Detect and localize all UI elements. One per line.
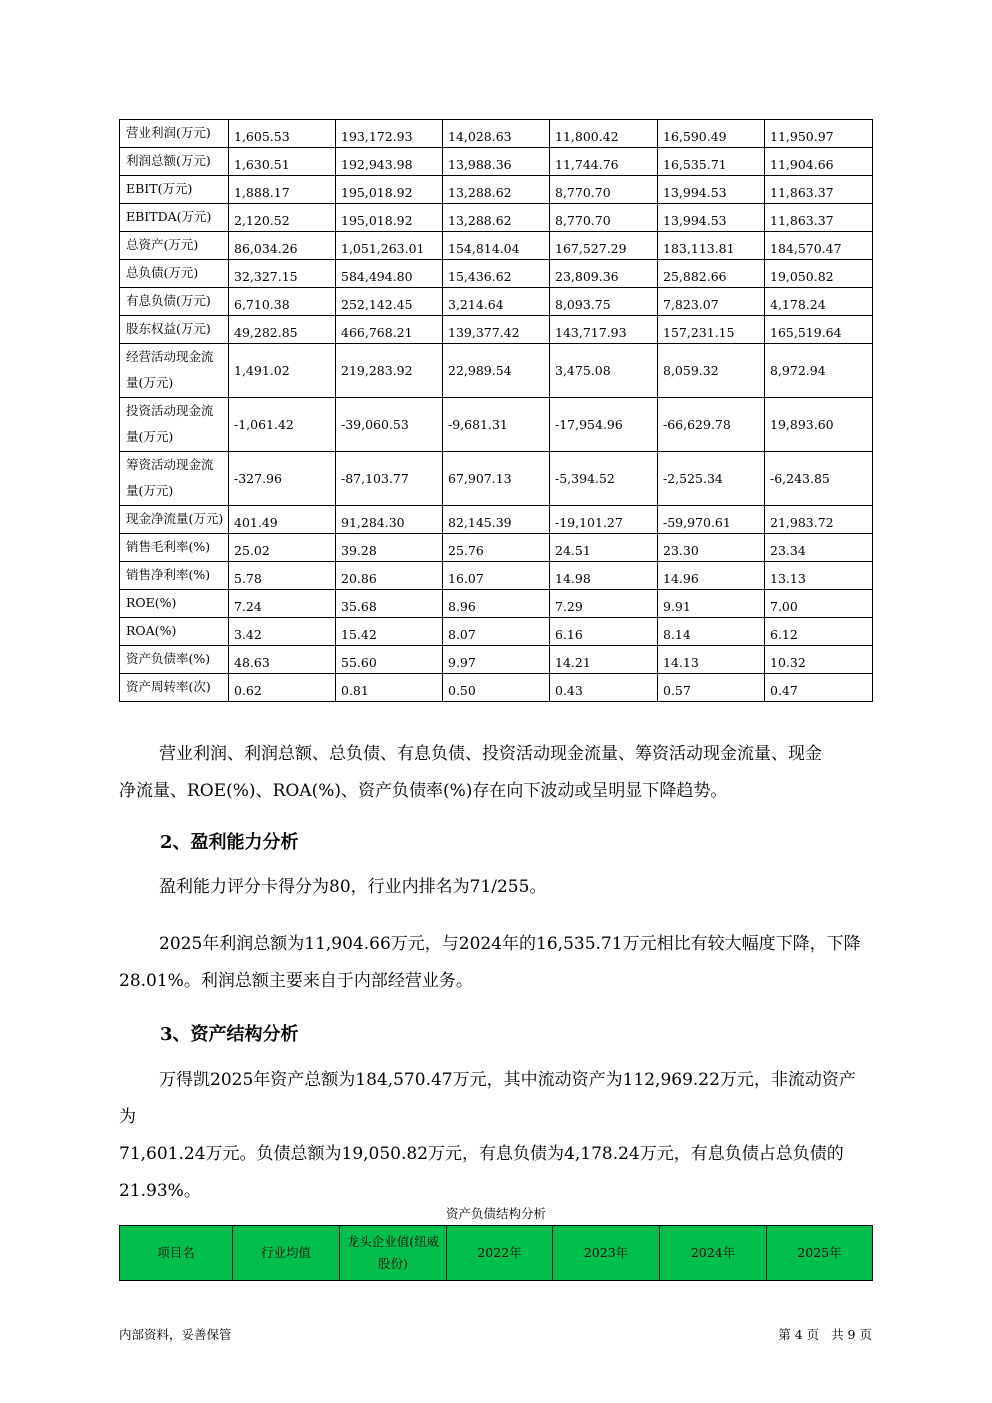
row-label bbox=[120, 452, 229, 506]
row-label: 有息负债(万元) bbox=[120, 288, 229, 316]
table-cell: 20.86 bbox=[336, 562, 443, 590]
row-label-line-2: 量(万元) bbox=[126, 483, 174, 498]
table-cell: -19,101.27 bbox=[550, 506, 658, 534]
table-cell: 67,907.13 bbox=[443, 452, 550, 506]
table-cell: 165,519.64 bbox=[765, 316, 873, 344]
row-label: 销售毛利率(%) bbox=[120, 534, 229, 562]
table-cell: 9.91 bbox=[658, 590, 765, 618]
row-label-line-2: 量(万元) bbox=[126, 375, 174, 390]
header-leader-line-2: 股份) bbox=[378, 1256, 408, 1271]
table-row bbox=[120, 316, 873, 344]
table-cell: 14.98 bbox=[550, 562, 658, 590]
asset-structure-paragraph bbox=[119, 1062, 872, 1210]
table-cell: 23.34 bbox=[765, 534, 873, 562]
table-cell: 24.51 bbox=[550, 534, 658, 562]
profit-total-paragraph bbox=[119, 926, 872, 1000]
header-year-2023: 2023年 bbox=[553, 1226, 660, 1281]
table-cell: 14.21 bbox=[550, 646, 658, 674]
financial-indicators-table bbox=[119, 119, 873, 702]
row-label: 现金净流量(万元) bbox=[120, 506, 229, 534]
trend-line-2: 净流量、ROE(%)、ROA(%)、资产负债率(%)存在向下波动或呈明显下降趋势。 bbox=[119, 781, 728, 801]
table-cell: 193,172.93 bbox=[336, 120, 443, 148]
table-cell: 3.42 bbox=[229, 618, 336, 646]
table-cell: 1,051,263.01 bbox=[336, 232, 443, 260]
header-year-2022: 2022年 bbox=[447, 1226, 553, 1281]
table-cell: 16.07 bbox=[443, 562, 550, 590]
table-cell: 8,093.75 bbox=[550, 288, 658, 316]
profitability-score-line: 盈利能力评分卡得分为80，行业内排名为71/255。 bbox=[159, 877, 547, 897]
footer-page-number: 第 4 页 共 9 页 bbox=[778, 1327, 872, 1342]
row-label bbox=[120, 398, 229, 452]
table-cell: 0.57 bbox=[658, 674, 765, 702]
table-row bbox=[120, 120, 873, 148]
table-cell: 14,028.63 bbox=[443, 120, 550, 148]
table-row bbox=[120, 590, 873, 618]
table-cell: 11,744.76 bbox=[550, 148, 658, 176]
row-label: 总资产(万元) bbox=[120, 232, 229, 260]
table-cell: 157,231.15 bbox=[658, 316, 765, 344]
row-label: EBITDA(万元) bbox=[120, 204, 229, 232]
section-2-heading: 2、盈利能力分析 bbox=[160, 832, 299, 853]
row-label: 销售净利率(%) bbox=[120, 562, 229, 590]
table-cell: 11,800.42 bbox=[550, 120, 658, 148]
row-label-line-1: 投资活动现金流 bbox=[126, 403, 214, 418]
table-cell: 6.12 bbox=[765, 618, 873, 646]
table-cell: 195,018.92 bbox=[336, 204, 443, 232]
table-row bbox=[120, 260, 873, 288]
row-label: 资产负债率(%) bbox=[120, 646, 229, 674]
table-cell: 167,527.29 bbox=[550, 232, 658, 260]
table-cell: 7.24 bbox=[229, 590, 336, 618]
table-cell: 192,943.98 bbox=[336, 148, 443, 176]
table-cell: 11,863.37 bbox=[765, 176, 873, 204]
table-cell: 8,059.32 bbox=[658, 344, 765, 398]
table-row bbox=[120, 176, 873, 204]
table-row bbox=[120, 232, 873, 260]
table-cell: 14.96 bbox=[658, 562, 765, 590]
table-cell: 10.32 bbox=[765, 646, 873, 674]
table-header-row bbox=[120, 1226, 873, 1281]
table-cell: 5.78 bbox=[229, 562, 336, 590]
table-cell: 195,018.92 bbox=[336, 176, 443, 204]
table-cell: 48.63 bbox=[229, 646, 336, 674]
table-row bbox=[120, 534, 873, 562]
trend-line-1: 营业利润、利润总额、总负债、有息负债、投资活动现金流量、筹资活动现金流量、现金 bbox=[159, 744, 822, 764]
table-cell: 1,491.02 bbox=[229, 344, 336, 398]
table-row bbox=[120, 674, 873, 702]
table-cell: 6,710.38 bbox=[229, 288, 336, 316]
header-item-name: 项目名 bbox=[120, 1226, 233, 1281]
header-year-2024: 2024年 bbox=[660, 1226, 767, 1281]
row-label: ROE(%) bbox=[120, 590, 229, 618]
table-cell: 11,950.97 bbox=[765, 120, 873, 148]
table-cell: 0.62 bbox=[229, 674, 336, 702]
table-cell: 8,770.70 bbox=[550, 176, 658, 204]
table-cell: 15.42 bbox=[336, 618, 443, 646]
row-label: 营业利润(万元) bbox=[120, 120, 229, 148]
header-industry-avg: 行业均值 bbox=[233, 1226, 340, 1281]
table-row bbox=[120, 562, 873, 590]
table-cell: 8.14 bbox=[658, 618, 765, 646]
table-row bbox=[120, 398, 873, 452]
table-row bbox=[120, 506, 873, 534]
row-label: 利润总额(万元) bbox=[120, 148, 229, 176]
row-label: EBIT(万元) bbox=[120, 176, 229, 204]
table-cell: 8,972.94 bbox=[765, 344, 873, 398]
table-cell: 13,988.36 bbox=[443, 148, 550, 176]
table-cell: -2,525.34 bbox=[658, 452, 765, 506]
table-cell: -6,243.85 bbox=[765, 452, 873, 506]
section-3-heading: 3、资产结构分析 bbox=[160, 1024, 299, 1045]
table-cell: -5,394.52 bbox=[550, 452, 658, 506]
table-cell: 25,882.66 bbox=[658, 260, 765, 288]
row-label: 资产周转率(次) bbox=[120, 674, 229, 702]
table-row bbox=[120, 148, 873, 176]
profitability-score-text bbox=[119, 869, 872, 906]
table-cell: 35.68 bbox=[336, 590, 443, 618]
table-row bbox=[120, 204, 873, 232]
table-cell: 3,214.64 bbox=[443, 288, 550, 316]
table-cell: -17,954.96 bbox=[550, 398, 658, 452]
table-cell: 9.97 bbox=[443, 646, 550, 674]
header-leader-value bbox=[340, 1226, 447, 1281]
table-cell: 8.07 bbox=[443, 618, 550, 646]
balance-sheet-structure-table bbox=[119, 1225, 873, 1281]
table-cell: 252,142.45 bbox=[336, 288, 443, 316]
asset-structure-line-1: 万得凯2025年资产总额为184,570.47万元，其中流动资产为112,969.22万元，非流动资产为 bbox=[119, 1070, 856, 1127]
table-cell: 19,050.82 bbox=[765, 260, 873, 288]
table-cell: 2,120.52 bbox=[229, 204, 336, 232]
table-cell: 7.29 bbox=[550, 590, 658, 618]
table-cell: 0.43 bbox=[550, 674, 658, 702]
table-cell: 19,893.60 bbox=[765, 398, 873, 452]
table-cell: -327.96 bbox=[229, 452, 336, 506]
table-cell: 15,436.62 bbox=[443, 260, 550, 288]
table-cell: 13,994.53 bbox=[658, 204, 765, 232]
profit-total-line-2: 28.01%。利润总额主要来自于内部经营业务。 bbox=[119, 971, 473, 991]
table-cell: 183,113.81 bbox=[658, 232, 765, 260]
table-cell: -59,970.61 bbox=[658, 506, 765, 534]
table-cell: 91,284.30 bbox=[336, 506, 443, 534]
profit-total-line-1: 2025年利润总额为11,904.66万元，与2024年的16,535.71万元相比有较大幅度下降，下降 bbox=[159, 934, 861, 954]
footer-confidential-note: 内部资料，妥善保管 bbox=[119, 1327, 232, 1342]
asset-structure-line-2: 71,601.24万元。负债总额为19,050.82万元，有息负债为4,178.24万元，有息负债占总负债的 bbox=[119, 1144, 844, 1164]
table-cell: 6.16 bbox=[550, 618, 658, 646]
table-cell: -39,060.53 bbox=[336, 398, 443, 452]
table-cell: 23,809.36 bbox=[550, 260, 658, 288]
row-label: ROA(%) bbox=[120, 618, 229, 646]
asset-structure-line-3: 21.93%。 bbox=[119, 1181, 201, 1201]
row-label: 股东权益(万元) bbox=[120, 316, 229, 344]
table-cell: 184,570.47 bbox=[765, 232, 873, 260]
table-cell: 25.02 bbox=[229, 534, 336, 562]
table-cell: 82,145.39 bbox=[443, 506, 550, 534]
table-row bbox=[120, 288, 873, 316]
table-cell: 1,888.17 bbox=[229, 176, 336, 204]
table-cell: 13,994.53 bbox=[658, 176, 765, 204]
table-cell: 1,605.53 bbox=[229, 120, 336, 148]
table-cell: 13.13 bbox=[765, 562, 873, 590]
table-cell: 22,989.54 bbox=[443, 344, 550, 398]
table-cell: 39.28 bbox=[336, 534, 443, 562]
table-row bbox=[120, 618, 873, 646]
table-row bbox=[120, 344, 873, 398]
table-cell: 3,475.08 bbox=[550, 344, 658, 398]
header-leader-line-1: 龙头企业值(纽威 bbox=[346, 1234, 440, 1249]
table-cell: 86,034.26 bbox=[229, 232, 336, 260]
table-cell: 55.60 bbox=[336, 646, 443, 674]
table-cell: 0.81 bbox=[336, 674, 443, 702]
table-cell: 8.96 bbox=[443, 590, 550, 618]
table-cell: 4,178.24 bbox=[765, 288, 873, 316]
table-cell: 16,590.49 bbox=[658, 120, 765, 148]
table-cell: 11,904.66 bbox=[765, 148, 873, 176]
table-cell: 13,288.62 bbox=[443, 176, 550, 204]
trend-paragraph bbox=[119, 736, 872, 810]
table-cell: 11,863.37 bbox=[765, 204, 873, 232]
row-label-line-1: 筹资活动现金流 bbox=[126, 457, 214, 472]
table-cell: 139,377.42 bbox=[443, 316, 550, 344]
row-label: 总负债(万元) bbox=[120, 260, 229, 288]
row-label-line-1: 经营活动现金流 bbox=[126, 349, 214, 364]
table-cell: 401.49 bbox=[229, 506, 336, 534]
table-row bbox=[120, 452, 873, 506]
table-cell: 0.47 bbox=[765, 674, 873, 702]
table-cell: 32,327.15 bbox=[229, 260, 336, 288]
table-cell: 219,283.92 bbox=[336, 344, 443, 398]
table-cell: -66,629.78 bbox=[658, 398, 765, 452]
balance-sheet-table-caption: 资产负债结构分析 bbox=[445, 1206, 546, 1221]
table-cell: 7,823.07 bbox=[658, 288, 765, 316]
table-cell: 1,630.51 bbox=[229, 148, 336, 176]
table-cell: 23.30 bbox=[658, 534, 765, 562]
table-cell: -9,681.31 bbox=[443, 398, 550, 452]
header-year-2025: 2025年 bbox=[767, 1226, 873, 1281]
table-cell: 0.50 bbox=[443, 674, 550, 702]
table-cell: 8,770.70 bbox=[550, 204, 658, 232]
table-cell: -1,061.42 bbox=[229, 398, 336, 452]
table-cell: 14.13 bbox=[658, 646, 765, 674]
table-cell: 25.76 bbox=[443, 534, 550, 562]
table-cell: 154,814.04 bbox=[443, 232, 550, 260]
table-cell: 143,717.93 bbox=[550, 316, 658, 344]
table-cell: 584,494.80 bbox=[336, 260, 443, 288]
table-cell: -87,103.77 bbox=[336, 452, 443, 506]
table-cell: 466,768.21 bbox=[336, 316, 443, 344]
table-cell: 7.00 bbox=[765, 590, 873, 618]
table-cell: 16,535.71 bbox=[658, 148, 765, 176]
table-cell: 49,282.85 bbox=[229, 316, 336, 344]
row-label bbox=[120, 344, 229, 398]
table-cell: 13,288.62 bbox=[443, 204, 550, 232]
table-row bbox=[120, 646, 873, 674]
row-label-line-2: 量(万元) bbox=[126, 429, 174, 444]
table-cell: 21,983.72 bbox=[765, 506, 873, 534]
